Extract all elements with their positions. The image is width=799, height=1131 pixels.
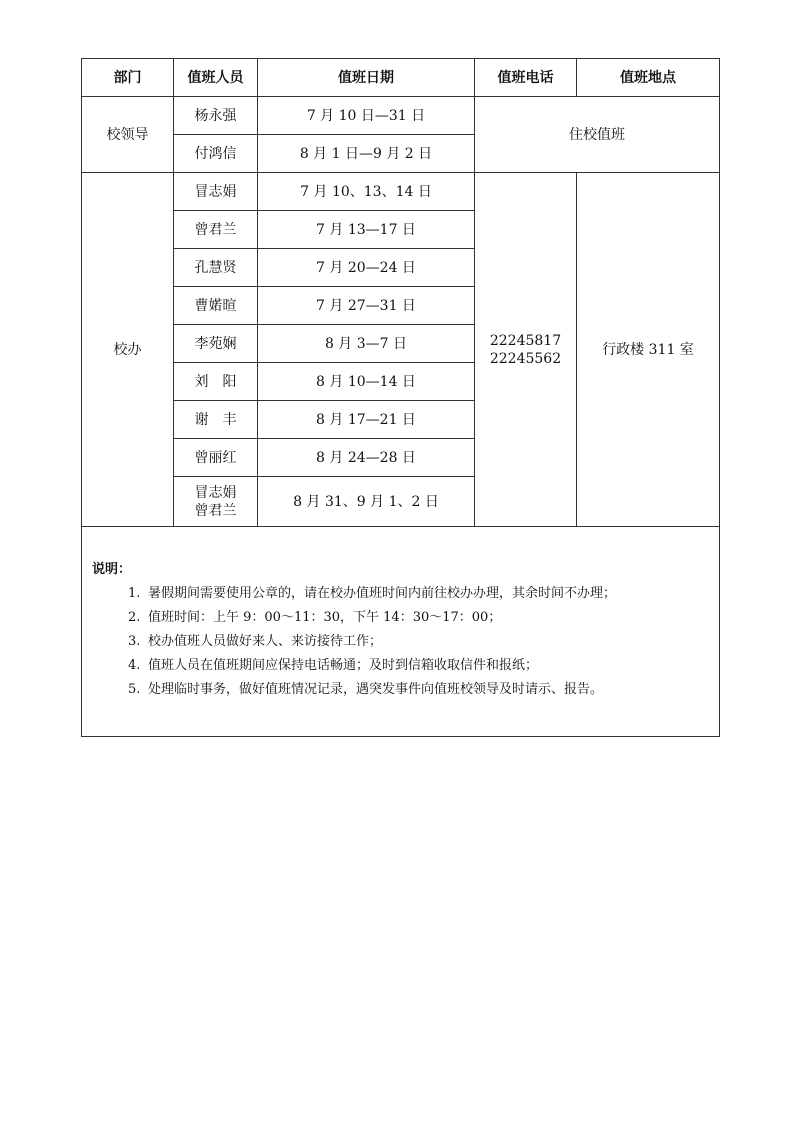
header-phone: 值班电话 xyxy=(475,59,577,97)
person-cell: 曾君兰 xyxy=(174,211,258,249)
date-cell: 8 月 1 日—9 月 2 日 xyxy=(258,135,475,173)
list-item xyxy=(128,657,709,674)
location-cell: 行政楼 311 室 xyxy=(577,173,720,527)
date-cell: 8 月 10—14 日 xyxy=(258,363,475,401)
notes-row xyxy=(82,527,720,737)
item-number: 4. xyxy=(128,658,141,673)
date-cell: 7 月 13—17 日 xyxy=(258,211,475,249)
date-cell: 7 月 20—24 日 xyxy=(258,249,475,287)
item-number: 5. xyxy=(128,682,141,697)
date-cell: 8 月 17—21 日 xyxy=(258,401,475,439)
item-text: 暑假期间需要使用公章的，请在校办值班时间内前往校办办理，其余时间不办理； xyxy=(148,586,617,601)
department-cell-office: 校办 xyxy=(82,173,174,527)
leadership-arrangement-cell: 住校值班 xyxy=(475,97,720,173)
person-name: 曾君兰 xyxy=(194,502,237,519)
item-text: 值班人员在值班期间应保持电话畅通；及时到信箱收取信件和报纸； xyxy=(148,658,539,673)
header-date: 值班日期 xyxy=(258,59,475,97)
date-cell: 7 月 27—31 日 xyxy=(258,287,475,325)
item-number: 1. xyxy=(128,586,141,601)
person-cell: 杨永强 xyxy=(174,97,258,135)
date-cell: 7 月 10、13、14 日 xyxy=(258,173,475,211)
item-number: 3. xyxy=(128,634,141,649)
item-text: 校办值班人员做好来人、来访接待工作； xyxy=(148,634,383,649)
header-location: 值班地点 xyxy=(577,59,720,97)
table-header-row xyxy=(82,59,720,97)
notes-title: 说明： xyxy=(92,562,132,577)
phone-number: 22245817 xyxy=(489,332,562,349)
date-cell: 8 月 24—28 日 xyxy=(258,439,475,477)
header-department: 部门 xyxy=(82,59,174,97)
table-row xyxy=(82,173,720,211)
date-cell: 8 月 31、9 月 1、2 日 xyxy=(258,477,475,527)
header-person: 值班人员 xyxy=(174,59,258,97)
person-cell: 曾丽红 xyxy=(174,439,258,477)
person-cell: 冒志娟 xyxy=(174,173,258,211)
department-cell-leadership: 校领导 xyxy=(82,97,174,173)
item-text: 值班时间：上午 9：00～11：30，下午 14：30～17：00； xyxy=(148,610,502,625)
date-cell: 7 月 10 日—31 日 xyxy=(258,97,475,135)
list-item xyxy=(128,609,709,626)
date-cell: 8 月 3—7 日 xyxy=(258,325,475,363)
person-cell: 刘 阳 xyxy=(174,363,258,401)
table-row xyxy=(82,97,720,135)
person-cell: 付鸿信 xyxy=(174,135,258,173)
person-cell: 李苑娴 xyxy=(174,325,258,363)
item-number: 2. xyxy=(128,610,141,625)
item-text: 处理临时事务，做好值班情况记录，遇突发事件向值班校领导及时请示、报告。 xyxy=(148,682,604,697)
list-item xyxy=(128,681,709,698)
list-item xyxy=(128,585,709,602)
person-cell: 孔慧贤 xyxy=(174,249,258,287)
notes-list xyxy=(92,585,709,698)
notes-cell xyxy=(82,527,720,737)
phone-number: 22245562 xyxy=(489,350,562,367)
phone-cell xyxy=(475,173,577,527)
person-cell xyxy=(174,477,258,527)
duty-schedule-table xyxy=(81,58,720,737)
list-item xyxy=(128,633,709,650)
person-name: 冒志娟 xyxy=(194,484,237,501)
person-cell: 谢 丰 xyxy=(174,401,258,439)
person-cell: 曹婼暄 xyxy=(174,287,258,325)
